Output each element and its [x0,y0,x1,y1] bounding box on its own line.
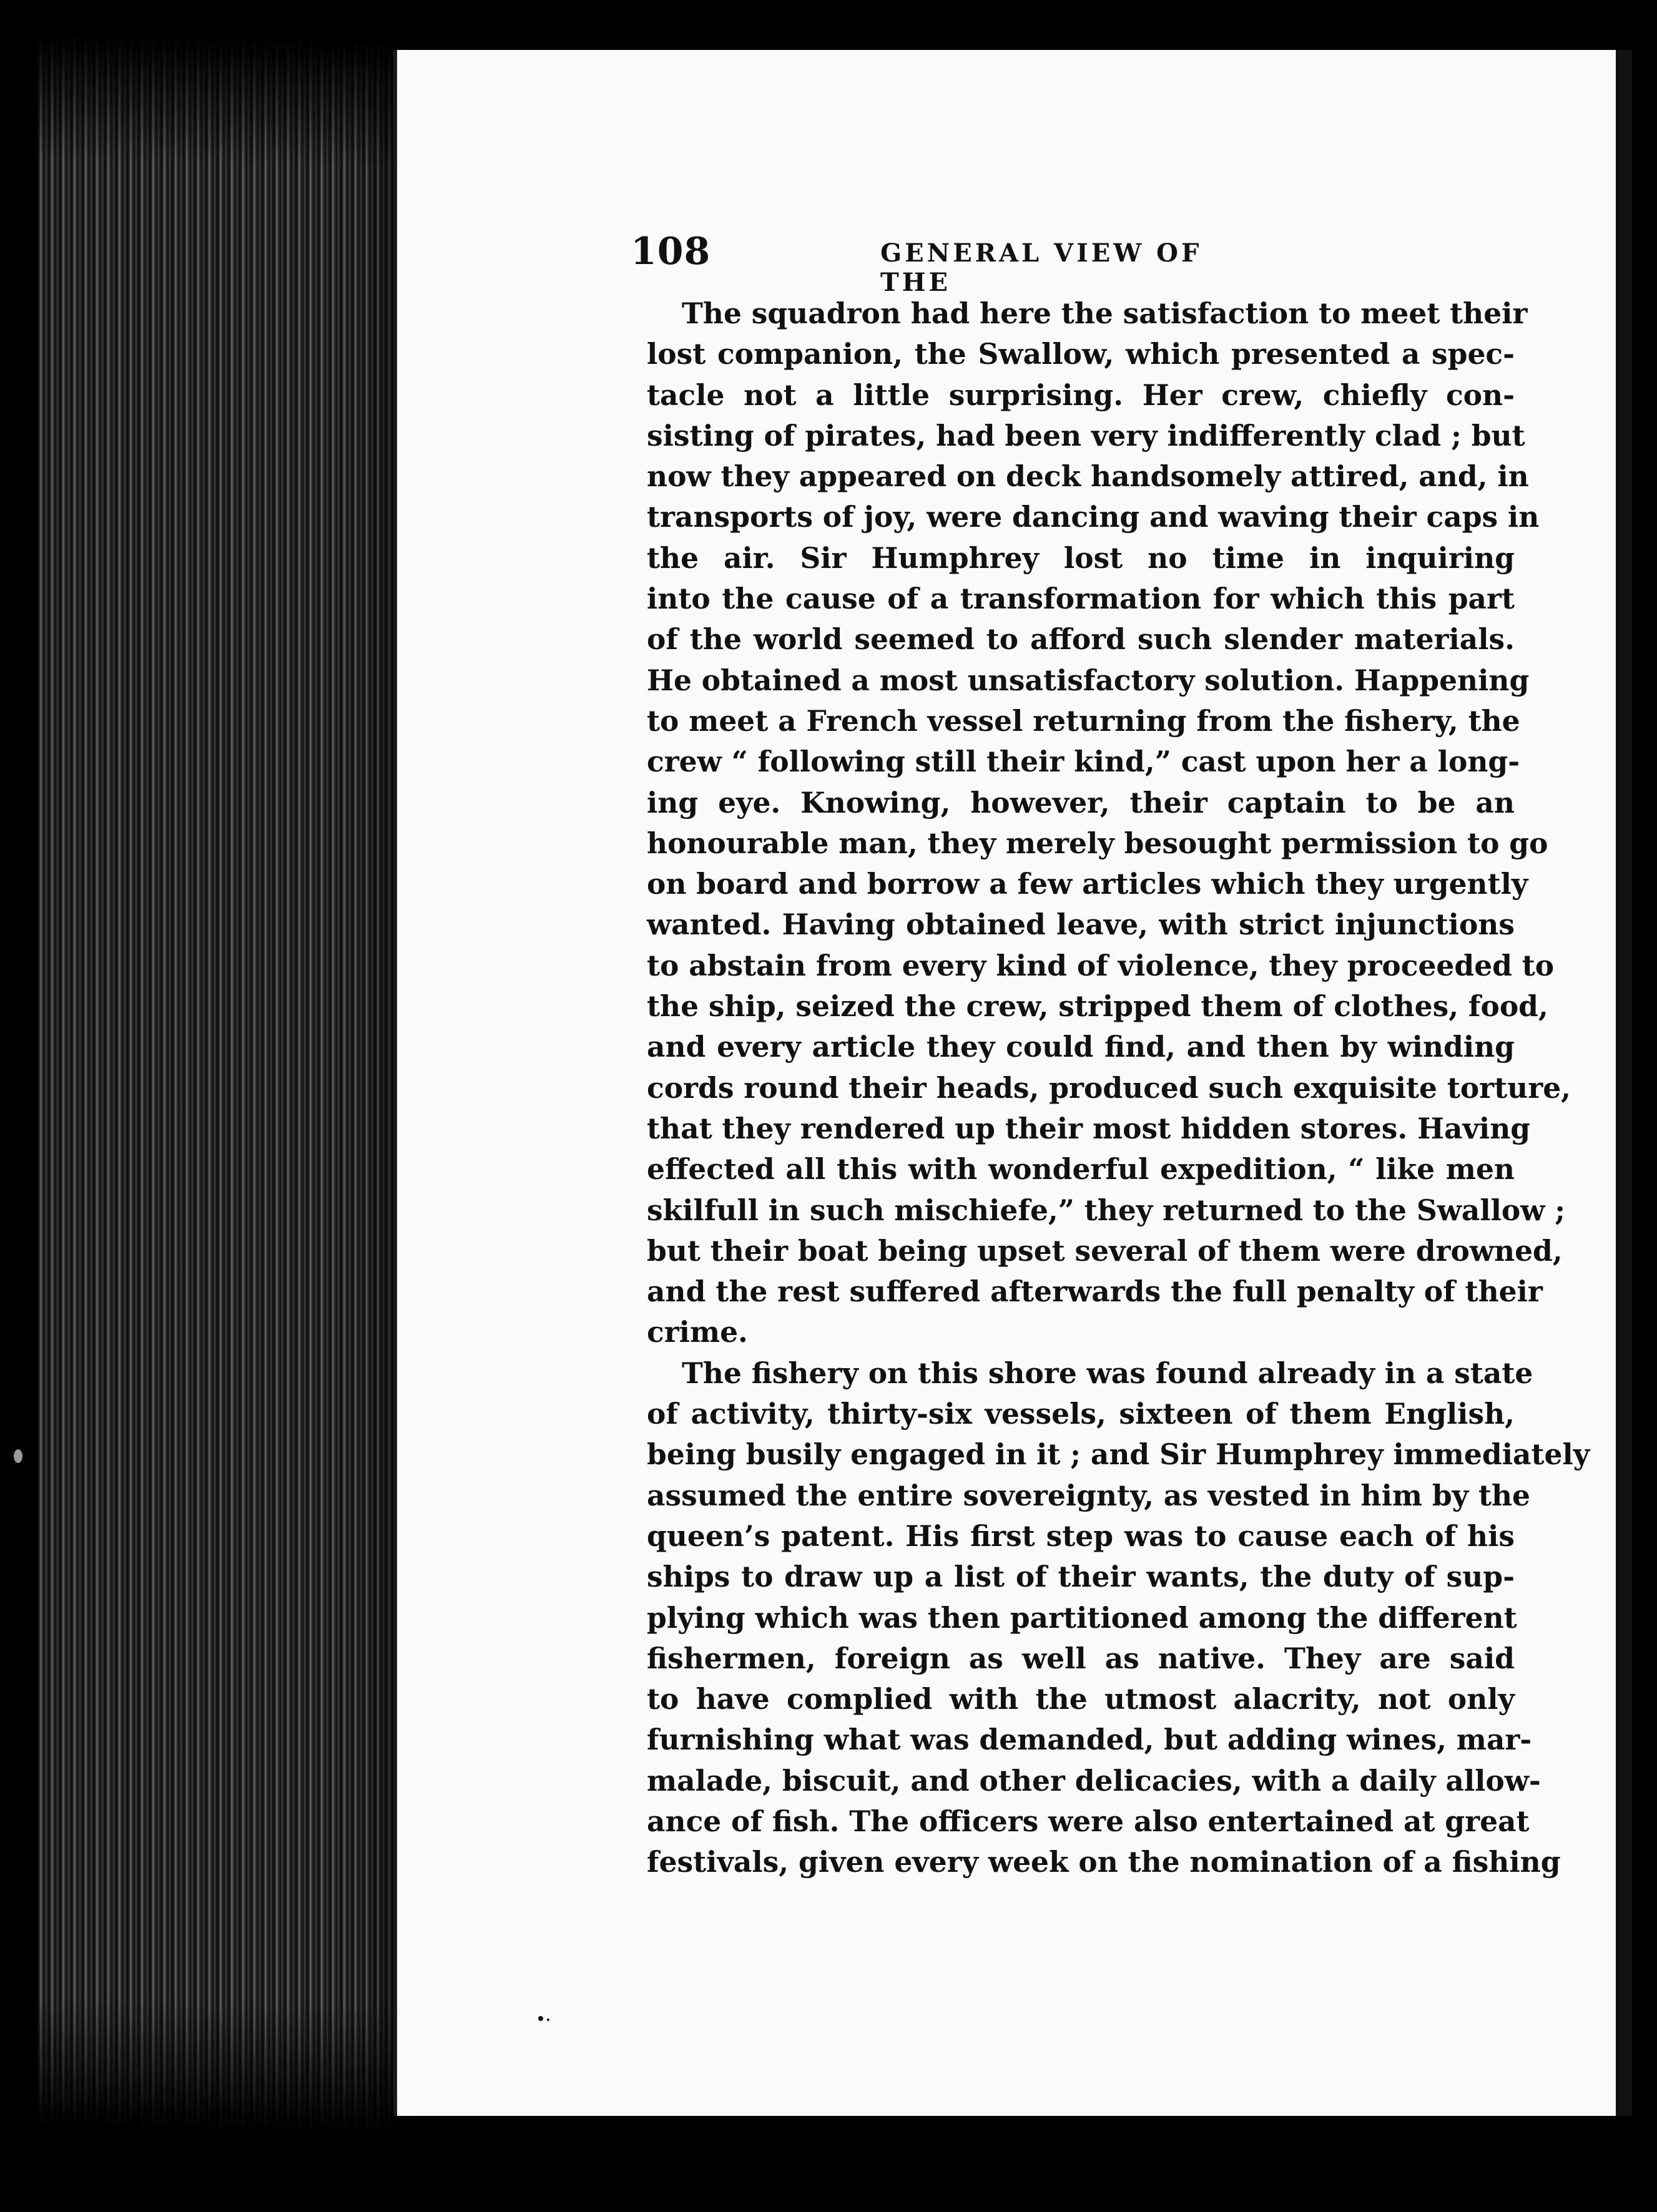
text-line: fishermen, foreign as well as native. They are said [647,1641,1515,1675]
text-line: to meet a French vessel returning from the fishery, the [647,703,1520,738]
text-line: malade, biscuit, and other delicacies, with a daily allow- [647,1763,1541,1798]
text-line: ships to draw up a list of their wants, the duty of sup- [647,1560,1515,1594]
text-line: to have complied with the utmost alacrity, not only [647,1682,1515,1716]
text-line: assumed the entire sovereignty, as vested in him by the [647,1478,1531,1512]
text-line: of activity, thirty-six vessels, sixteen of them English, [647,1397,1515,1431]
text-line: that they rendered up their most hidden stores. Having [647,1111,1531,1145]
scan-speck [547,2019,549,2021]
text-line: sisting of pirates, had been very indifferently clad ; but [647,418,1525,453]
text-line: queen’s patent. His first step was to cause each of his [647,1519,1515,1553]
text-line: and the rest suffered afterwards the full penalty of their [647,1275,1543,1309]
text-line: transports of joy, were dancing and waving their caps in [647,500,1540,534]
text-line: ance of fish. The officers were also entertained at great [647,1804,1530,1838]
scan-speck [538,2016,543,2021]
text-line: now they appeared on deck handsomely attired, and, in [647,459,1529,494]
text-line: The fishery on this shore was found already in a state [682,1356,1533,1390]
book-page-edges [37,37,412,2130]
text-line: plying which was then partitioned among the different [647,1600,1517,1635]
text-line: ing eye. Knowing, however, their captain to be an [647,785,1515,820]
scan-speck [14,1449,22,1463]
text-line: He obtained a most unsatisfactory solution. Happening [647,663,1530,697]
text-line: into the cause of a transformation for which this part [647,582,1515,616]
gutter-shadow [1616,50,1632,2116]
text-line: tacle not a little surprising. Her crew, chiefly con- [647,378,1515,412]
text-line: crew “ following still their kind,” cast upon her a long- [647,745,1520,779]
text-line: the ship, seized the crew, stripped them of clothes, food, [647,989,1548,1024]
text-line: festivals, given every week on the nomination of a fishing [647,1845,1561,1879]
text-line: furnishing what was demanded, but adding wines, mar- [647,1723,1532,1757]
text-line: skilfull in such mischiefe,” they returned to the Swallow ; [647,1193,1566,1227]
text-line: lost companion, the Swallow, which presented a spec- [647,337,1515,371]
text-line: wanted. Having obtained leave, with strict injunctions [647,908,1515,942]
paragraph [647,293,1571,1353]
text-line: of the world seemed to afford such slender materials. [647,622,1515,657]
page-number: 108 [631,230,711,273]
text-line: cords round their heads, produced such exquisite torture, [647,1070,1571,1105]
text-line: being busily engaged in it ; and Sir Humphrey immediately [647,1437,1590,1472]
text-line: on board and borrow a few articles which they urgently [647,867,1528,901]
text-line: crime. [647,1315,748,1349]
text-line: to abstain from every kind of violence, they proceeded to [647,948,1555,982]
paragraph [647,1353,1590,1883]
text-line: The squadron had here the satisfaction to meet their [682,296,1528,330]
running-head [631,230,1280,297]
text-line: the air. Sir Humphrey lost no time in inquiring [647,541,1515,575]
text-line: effected all this with wonderful expedition, “ like men [647,1152,1515,1187]
text-line: but their boat being upset several of them were drowned, [647,1233,1563,1268]
body-text [647,293,1590,1883]
running-title: GENERAL VIEW OF THE [880,238,1202,297]
text-line: honourable man, they merely besought permission to go [647,826,1548,860]
text-line: and every article they could find, and then by winding [647,1030,1515,1064]
